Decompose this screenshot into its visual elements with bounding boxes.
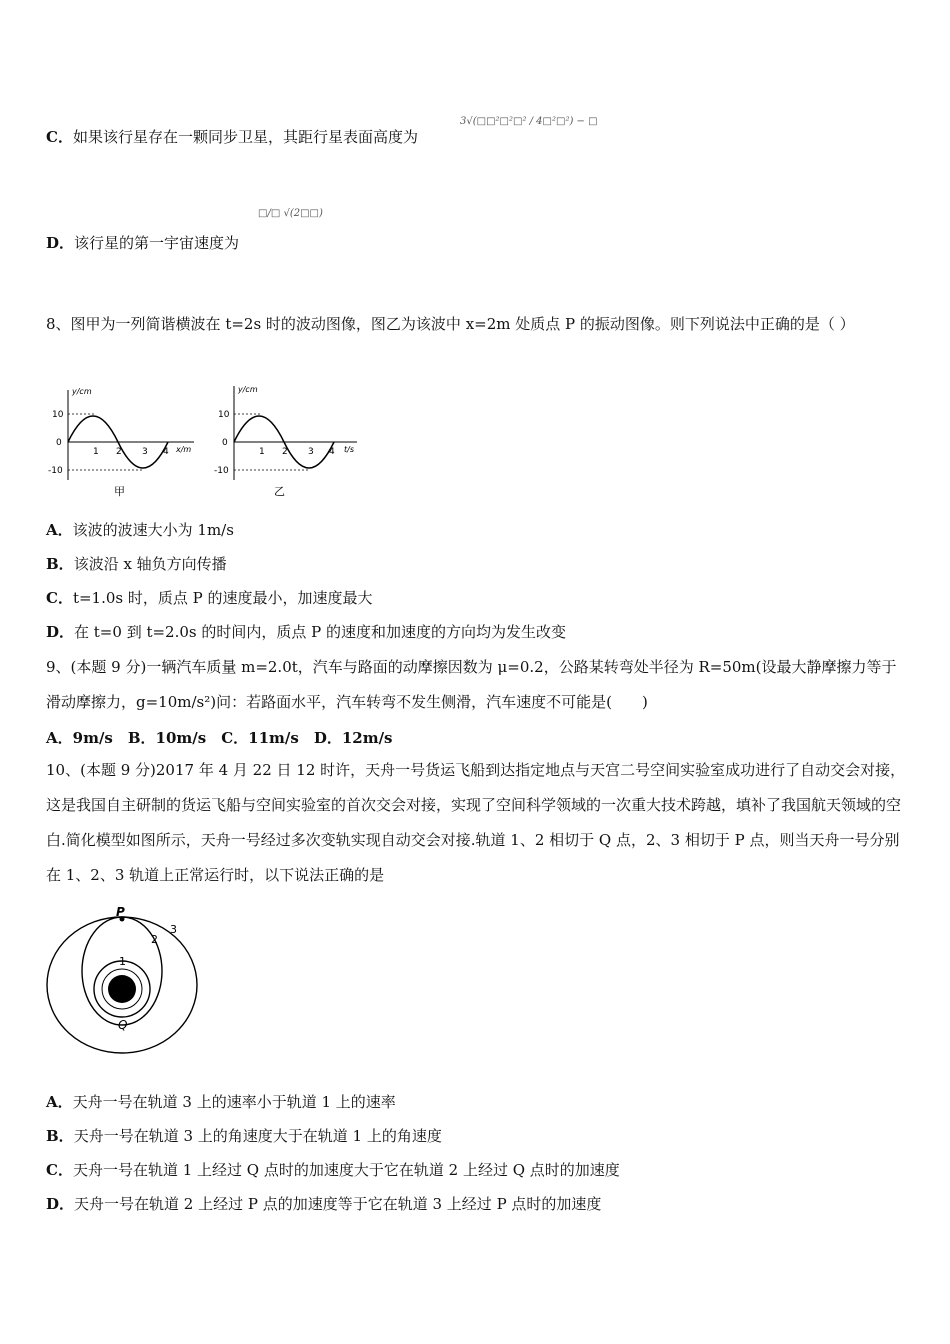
option-label: D． <box>46 1195 75 1213</box>
q10-option-a <box>46 1092 396 1112</box>
option-text: 该波的波速大小为 1m/s <box>72 521 234 539</box>
q8-option-a <box>46 520 234 540</box>
x-axis-label: t/s <box>344 445 354 454</box>
option-text: 在 t=0 到 t=2.0s 的时间内，质点 P 的速度和加速度的方向均为发生改变 <box>74 623 567 641</box>
x-tick: 4 <box>163 447 169 457</box>
x-tick: 2 <box>282 447 288 457</box>
option-text: t=1.0s 时，质点 P 的速度最小，加速度最大 <box>72 589 373 607</box>
q8-stem <box>46 307 906 342</box>
q8-option-c <box>46 588 373 608</box>
y-axis-label: y/cm <box>72 387 92 396</box>
orbit-1-label: 1 <box>119 955 126 968</box>
option-label: D． <box>46 623 75 641</box>
y-tick: 10 <box>52 410 64 420</box>
option-label: B． <box>46 1127 74 1145</box>
y-tick: 10 <box>218 410 230 420</box>
q10-stem <box>46 753 906 893</box>
orbit-3-label: 3 <box>170 923 177 936</box>
x-tick: 1 <box>259 447 265 457</box>
wave-graph <box>46 380 206 500</box>
option-text: 天舟一号在轨道 3 上的角速度大于在轨道 1 上的角速度 <box>73 1127 442 1145</box>
option-label: B． <box>46 555 74 573</box>
point-p-label: P <box>116 905 125 919</box>
option-text: 天舟一号在轨道 3 上的速率小于轨道 1 上的速率 <box>72 1093 396 1111</box>
option-label: D． <box>46 234 75 252</box>
option-label: C． <box>46 128 73 146</box>
q8-option-b <box>46 554 227 574</box>
option-label: A． <box>46 1093 73 1111</box>
q7-c-formula: 3√(□□²□²□² / 4□²□²) − □ <box>460 116 598 127</box>
q10-option-d <box>46 1194 601 1214</box>
x-tick: 2 <box>116 447 122 457</box>
x-axis-label: x/m <box>176 445 192 454</box>
q10-option-b <box>46 1126 442 1146</box>
option-label: A． <box>46 521 73 539</box>
x-tick: 1 <box>93 447 99 457</box>
orbit-2-label: 2 <box>151 933 158 946</box>
caption: 乙 <box>274 485 285 498</box>
x-tick: 4 <box>329 447 335 457</box>
y-axis-label: y/cm <box>238 385 258 394</box>
orbit-diagram <box>44 905 204 1060</box>
q9-stem <box>46 650 906 720</box>
x-tick: 3 <box>142 447 148 457</box>
question-text: (本题 9 分)一辆汽车质量 m=2.0t，汽车与路面的动摩擦因数为 μ=0.2，公路某转弯处半径为 R=50m(设最大静摩擦力等于滑动摩擦力，g=10m/s²)问：若路面水平，汽车转弯不发生侧滑，汽车速度不可能是( ) <box>46 658 897 711</box>
x-tick: 3 <box>308 447 314 457</box>
y-tick: -10 <box>48 466 63 476</box>
option-text: 该行星的第一宇宙速度为 <box>74 234 240 252</box>
option-text: 天舟一号在轨道 1 上经过 Q 点时的加速度大于它在轨道 2 上经过 Q 点时的加速度 <box>72 1161 620 1179</box>
q7-option-c <box>46 127 418 147</box>
y-tick: -10 <box>214 466 229 476</box>
point-q-label: Q <box>118 1018 128 1032</box>
question-number: 8、 <box>46 315 71 333</box>
vibration-graph <box>212 380 372 500</box>
y-tick: 0 <box>56 438 62 448</box>
q10-option-c <box>46 1160 620 1180</box>
q8-option-d <box>46 622 566 642</box>
option-label: C． <box>46 589 73 607</box>
option-label: C． <box>46 1161 73 1179</box>
q7-d-formula: □/□ √(2□□) <box>258 208 323 219</box>
option-text: 天舟一号在轨道 2 上经过 P 点的加速度等于它在轨道 3 上经过 P 点时的加速度 <box>74 1195 602 1213</box>
y-tick: 0 <box>222 438 228 448</box>
question-number: 9、 <box>46 658 71 676</box>
question-text: (本题 9 分)2017 年 4 月 22 日 12 时许，天舟一号货运飞船到达指定地点与天宫二号空间实验室成功进行了自动交会对接，这是我国自主研制的货运飞船与空间实验室的首次交会对接，实现了空间科学领域的一次重大技术跨越，填补了我国航天领域的空白.简化模型如图所示，天舟一号经过多次变轨实现自动交会对接.轨道 1、2 相切于 Q 点，2、3 相切于 P 点，则当天舟一号分别在 1、2、3 轨道上正常运行时，以下说法正确的是 <box>46 761 906 884</box>
q9-options: A．9m/s B．10m/s C．11m/s D．12m/s <box>46 729 393 747</box>
q7-option-d <box>46 233 239 253</box>
question-text: 图甲为一列简谐横波在 t=2s 时的波动图像，图乙为该波中 x=2m 处质点 P 的振动图像。则下列说法中正确的是（ ） <box>70 315 855 333</box>
option-text: 如果该行星存在一颗同步卫星，其距行星表面高度为 <box>72 128 418 146</box>
question-number: 10、 <box>46 761 81 779</box>
option-text: 该波沿 x 轴负方向传播 <box>73 555 227 573</box>
caption: 甲 <box>114 485 125 498</box>
